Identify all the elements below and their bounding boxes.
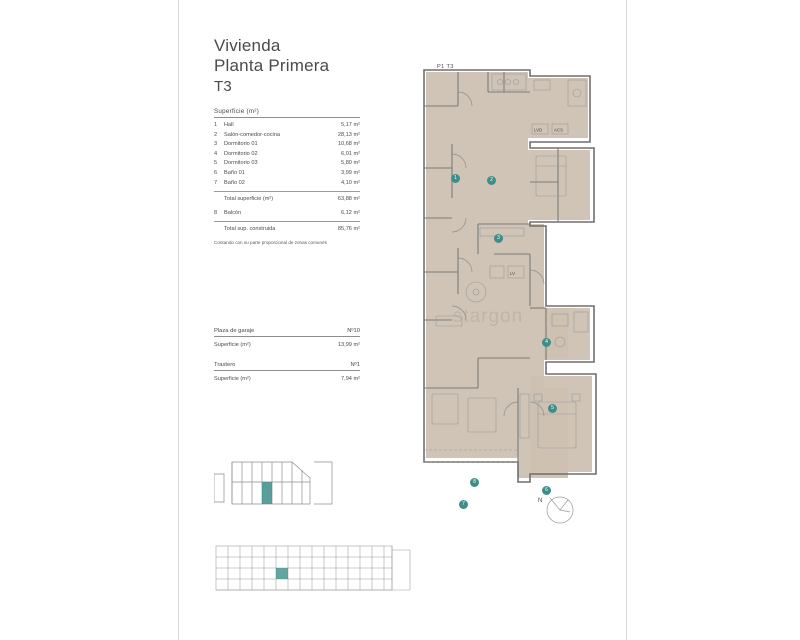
table-row [214, 131, 360, 141]
room-badge-3: 3 [494, 234, 503, 243]
total-label: Total superficie (m²) [224, 196, 274, 203]
row-name: Salón-comedor-cocina [224, 131, 280, 138]
row-name: Dormitorio 03 [224, 160, 258, 167]
row-value: 3,99 m² [341, 169, 360, 176]
title-line-planta: Planta Primera [214, 56, 330, 75]
row-name: Balcón [224, 209, 242, 216]
floorplan-drawing [418, 58, 608, 518]
garage-surface-value: 13,99 m² [337, 342, 360, 348]
room-badge-2: 2 [487, 176, 496, 185]
row-name: Baño 01 [224, 169, 245, 176]
table-row [214, 121, 360, 131]
label-acs: ACS [554, 127, 564, 133]
watermark-text: stargon [452, 306, 524, 327]
table-row-total [214, 191, 360, 205]
row-value: 5,80 m² [341, 160, 360, 167]
table-row [214, 179, 360, 189]
row-value: 6,12 m² [341, 209, 360, 216]
store-number: Nº1 [350, 362, 360, 368]
store-surface-label: Superficie (m²) [214, 376, 251, 382]
title-line-vivienda: Vivienda [214, 36, 281, 55]
built-value: 85,76 m² [337, 226, 360, 233]
room-badge-4: 4 [542, 338, 551, 347]
sheet-rule-left [178, 0, 179, 640]
row-number: 2 [214, 131, 218, 138]
row-number: 1 [214, 122, 218, 128]
building-elevation-diagram [214, 540, 414, 600]
north-label: N [538, 498, 543, 504]
row-value: 28,13 m² [337, 131, 360, 138]
room-badge-1: 1 [451, 174, 460, 183]
room-badge-6: 6 [542, 486, 551, 495]
room-badge-8: 8 [470, 478, 479, 487]
north-arrow [536, 488, 580, 528]
surface-table-header: Superficie (m²) [214, 108, 360, 118]
table-row-built [214, 221, 360, 235]
row-number: 3 [214, 141, 218, 148]
row-name: Dormitorio 01 [224, 141, 258, 148]
row-number: 4 [214, 150, 218, 157]
room-badge-5: 5 [548, 404, 557, 413]
row-name: Dormitorio 02 [224, 150, 258, 157]
total-value: 63,88 m² [337, 196, 360, 203]
garage-label: Plaza de garaje [214, 328, 255, 334]
store-surface-row [214, 371, 360, 382]
table-row [214, 140, 360, 150]
row-value: 6,01 m² [341, 150, 360, 157]
table-row [214, 159, 360, 169]
row-value: 4,10 m² [341, 179, 360, 186]
row-number: 7 [214, 179, 218, 186]
room-badge-7: 7 [459, 500, 468, 509]
label-lvd: LVD [534, 127, 543, 133]
garage-surface-row [214, 337, 360, 348]
elevation-highlight [276, 568, 288, 579]
title-line-type: T3 [214, 78, 232, 95]
row-name: Hall [224, 122, 234, 128]
table-row [214, 169, 360, 179]
garage-header [214, 328, 360, 337]
row-number: 6 [214, 169, 218, 176]
row-name: Baño 02 [224, 179, 245, 186]
store-header [214, 362, 360, 371]
surface-table-note: Contando con su parte proporcional de zonas comunes [214, 239, 327, 245]
garage-keyplan-diagram [214, 452, 334, 520]
garage-number: Nº10 [347, 328, 360, 334]
store-surface-value: 7,94 m² [341, 376, 360, 382]
plan-code-label: P1 T3 [437, 64, 454, 70]
row-number: 8 [214, 209, 218, 216]
sheet-rule-right [626, 0, 627, 640]
label-lv: LV [510, 271, 516, 276]
store-label: Trastero [214, 362, 236, 368]
garage-surface-label: Superficie (m²) [214, 342, 251, 348]
table-row [214, 150, 360, 160]
row-value: 10,68 m² [337, 141, 360, 148]
table-row-balcony [214, 205, 360, 219]
row-number: 5 [214, 160, 218, 167]
surface-table [214, 108, 360, 246]
page-title [214, 36, 414, 97]
built-label: Total sup. construida [224, 226, 276, 233]
garage-block [214, 328, 360, 382]
garage-highlight [262, 482, 272, 504]
row-value: 5,17 m² [341, 122, 360, 128]
